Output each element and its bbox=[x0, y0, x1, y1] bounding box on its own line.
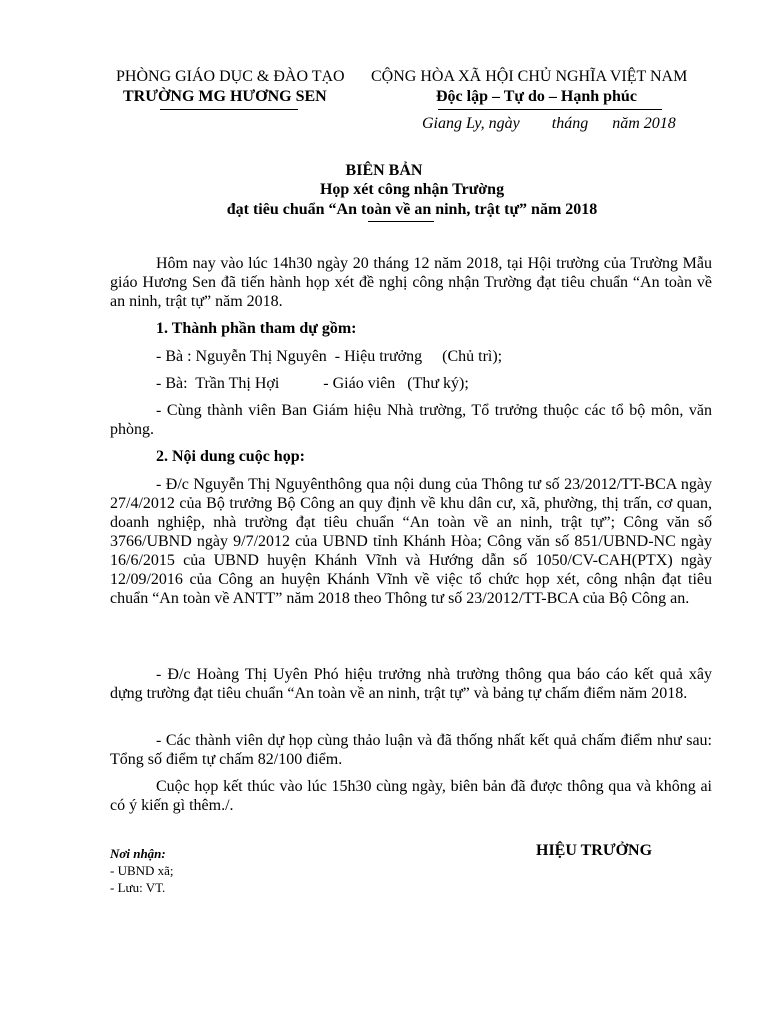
recipient-2: - Lưu: VT. bbox=[110, 880, 166, 895]
section-1-heading: 1. Thành phần tham dự gồm: bbox=[156, 320, 357, 337]
section-2-heading: 2. Nội dung cuộc họp: bbox=[156, 448, 305, 465]
school-name: TRƯỜNG MG HƯƠNG SEN bbox=[123, 88, 327, 105]
content-paragraph-1: - Đ/c Nguyễn Thị Nguyênthông qua nội dung của Thông tư số 23/2012/TT-BCA ngày 27/4/2012 của Bộ trưởng Bộ Công an quy định về khu dân cư, xã, phường, thị trấn, cơ quan, doanh nghiệp, nhà trường đạt tiêu chuẩn “An toàn về an ninh, trật tự”; Công văn số 3766/UBND ngày 9/7/2012 của UBND tỉnh Khánh Hòa; Công văn số 851/UBND-NC ngày 16/6/2015 của UBND huyện Khánh Vĩnh và Hướng dẫn số 1050/CV-CAH(PTX) ngày 12/09/2016 của Công an huyện Khánh Vĩnh về việc tổ chức họp xét, công nhận đạt tiêu chuẩn “An toàn về ANTT” năm 2018 theo Thông tư số 23/2012/TT-BCA của Bộ Công an. bbox=[110, 476, 712, 607]
document-subtitle-2: đạt tiêu chuẩn “An toàn về an ninh, trật tự” năm 2018 bbox=[226, 201, 598, 218]
title-underline bbox=[368, 221, 434, 222]
document-title: BIÊN BẢN bbox=[345, 162, 423, 179]
national-title: CỘNG HÒA XÃ HỘI CHỦ NGHĨA VIỆT NAM bbox=[371, 68, 688, 85]
intro-paragraph: Hôm nay vào lúc 14h30 ngày 20 tháng 12 năm 2018, tại Hội trường của Trường Mẫu giáo Hương Sen đã tiến hành họp xét đề nghị công nhận Trường đạt tiêu chuẩn “An toàn về an ninh, trật tự” năm 2018. bbox=[110, 255, 712, 310]
date-line: Giang Ly, ngày tháng năm 2018 bbox=[422, 115, 676, 132]
signature-title: HIỆU TRƯỞNG bbox=[536, 842, 653, 859]
recipient-1: - UBND xã; bbox=[110, 863, 174, 878]
member-3: - Cùng thành viên Ban Giám hiệu Nhà trường, Tổ trưởng thuộc các tổ bộ môn, văn phòng. bbox=[110, 402, 712, 438]
motto-underline bbox=[438, 109, 662, 110]
recipients-label: Nơi nhận: bbox=[110, 846, 166, 861]
content-paragraph-3: - Các thành viên dự họp cùng thảo luận và đã thống nhất kết quả chấm điểm như sau: Tổng số điểm tự chấm 82/100 điểm. bbox=[110, 732, 712, 768]
agency-name: PHÒNG GIÁO DỤC & ĐÀO TẠO bbox=[116, 68, 345, 85]
document-subtitle: Họp xét công nhận Trường bbox=[319, 181, 505, 198]
content-paragraph-2: - Đ/c Hoàng Thị Uyên Phó hiệu trưởng nhà trường thông qua báo cáo kết quả xây dựng trường đạt tiêu chuẩn “An toàn về an ninh, trật tự” và bảng tự chấm điểm năm 2018. bbox=[110, 666, 712, 702]
school-name-underline bbox=[160, 109, 298, 110]
member-1: - Bà : Nguyễn Thị Nguyên - Hiệu trưởng (Chủ trì); bbox=[156, 348, 503, 365]
closing-paragraph: Cuộc họp kết thúc vào lúc 15h30 cùng ngày, biên bản đã được thông qua và không ai có ý kiến gì thêm./. bbox=[110, 778, 712, 814]
member-2: - Bà: Trần Thị Hợi - Giáo viên (Thư ký); bbox=[156, 375, 469, 392]
national-motto: Độc lập – Tự do – Hạnh phúc bbox=[436, 88, 637, 105]
